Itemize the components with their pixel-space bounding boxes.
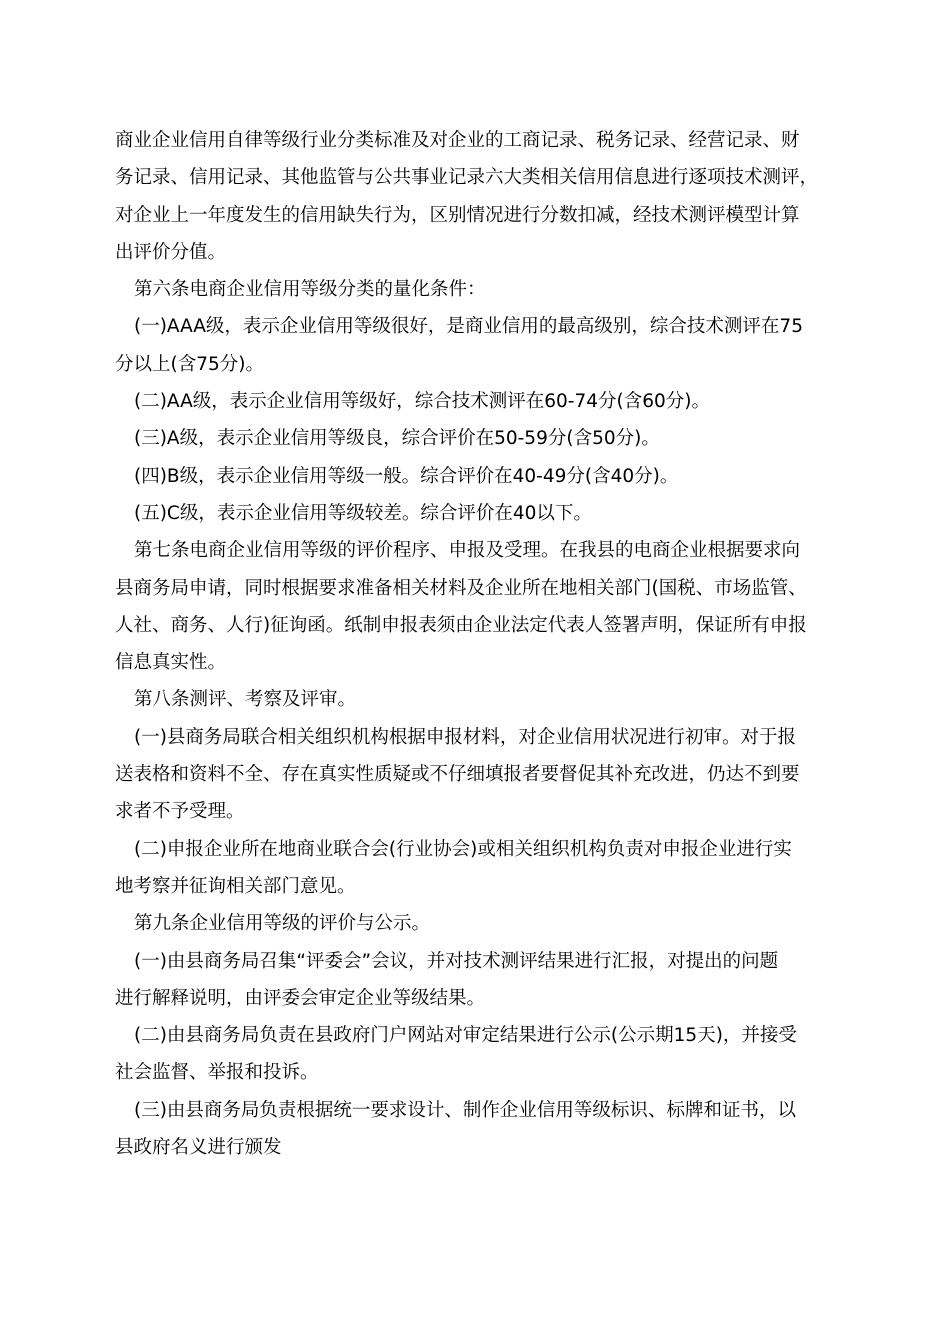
text-line: (一)县商务局联合相关组织机构根据申报材料，对企业信用状况进行初审。对于报	[134, 726, 796, 748]
text-line: 信息真实性。	[115, 652, 227, 674]
text-line: (四)B级，表示企业信用等级一般。综合评价在40-49分(含40分)。	[134, 465, 679, 487]
text-line: (二)由县商务局负责在县政府门户网站对审定结果进行公示(公示期15天)，并接受	[134, 1025, 797, 1047]
text-line: 社会监督、举报和投诉。	[115, 1062, 319, 1084]
text-line: 进行解释说明，由评委会审定企业等级结果。	[115, 987, 486, 1009]
text-line: 求者不予受理。	[115, 801, 245, 823]
article-8-heading: 第八条测评、考察及评审。	[134, 689, 357, 711]
text-line: (一)AAA级，表示企业信用等级很好，是商业信用的最高级别，综合技术测评在75	[134, 316, 803, 338]
article-7-heading: 第七条电商企业信用等级的评价程序、申报及受理。在我县的电商企业根据要求向	[134, 540, 801, 562]
text-line: (二)AA级，表示企业信用等级好，综合技术测评在60-74分(含60分)。	[134, 391, 710, 413]
text-line: (三)由县商务局负责根据统一要求设计、制作企业信用等级标识、标牌和证书，以	[134, 1099, 796, 1121]
article-9-heading: 第九条企业信用等级的评价与公示。	[134, 913, 431, 935]
text-line: 出评价分值。	[115, 241, 227, 263]
text-line: 务记录、信用记录、其他监管与公共事业记录六大类相关信用信息进行逐项技术测评，	[115, 167, 819, 189]
document-body	[115, 122, 845, 1166]
text-line: 人社、商务、人行)征询函。纸制申报表须由企业法定代表人签署声明，保证所有申报	[115, 614, 807, 636]
text-line: 送表格和资料不全、存在真实性质疑或不仔细填报者要督促其补充改进，仍达不到要	[115, 764, 800, 786]
text-line: 县商务局申请，同时根据要求准备相关材料及企业所在地相关部门(国税、市场监管、	[115, 577, 807, 599]
text-line: 分以上(含75分)。	[115, 353, 264, 375]
text-line: 地考察并征询相关部门意见。	[115, 875, 356, 897]
text-line: (三)A级，表示企业信用等级良，综合评价在50-59分(含50分)。	[134, 428, 660, 450]
text-line: (五)C级，表示企业信用等级较差。综合评价在40以下。	[134, 502, 592, 524]
article-6-heading: 第六条电商企业信用等级分类的量化条件：	[134, 279, 486, 301]
text-line: 商业企业信用自律等级行业分类标准及对企业的工商记录、税务记录、经营记录、财	[115, 130, 800, 151]
text-line: (一)由县商务局召集“评委会”会议，并对技术测评结果进行汇报，对提出的问题	[134, 950, 779, 972]
text-line: 对企业上一年度发生的信用缺失行为，区别情况进行分数扣减，经技术测评模型计算	[115, 204, 800, 226]
text-line: 县政府名义进行颁发	[115, 1137, 282, 1159]
text-line: (二)申报企业所在地商业联合会(行业协会)或相关组织机构负责对申报企业进行实	[134, 838, 792, 860]
